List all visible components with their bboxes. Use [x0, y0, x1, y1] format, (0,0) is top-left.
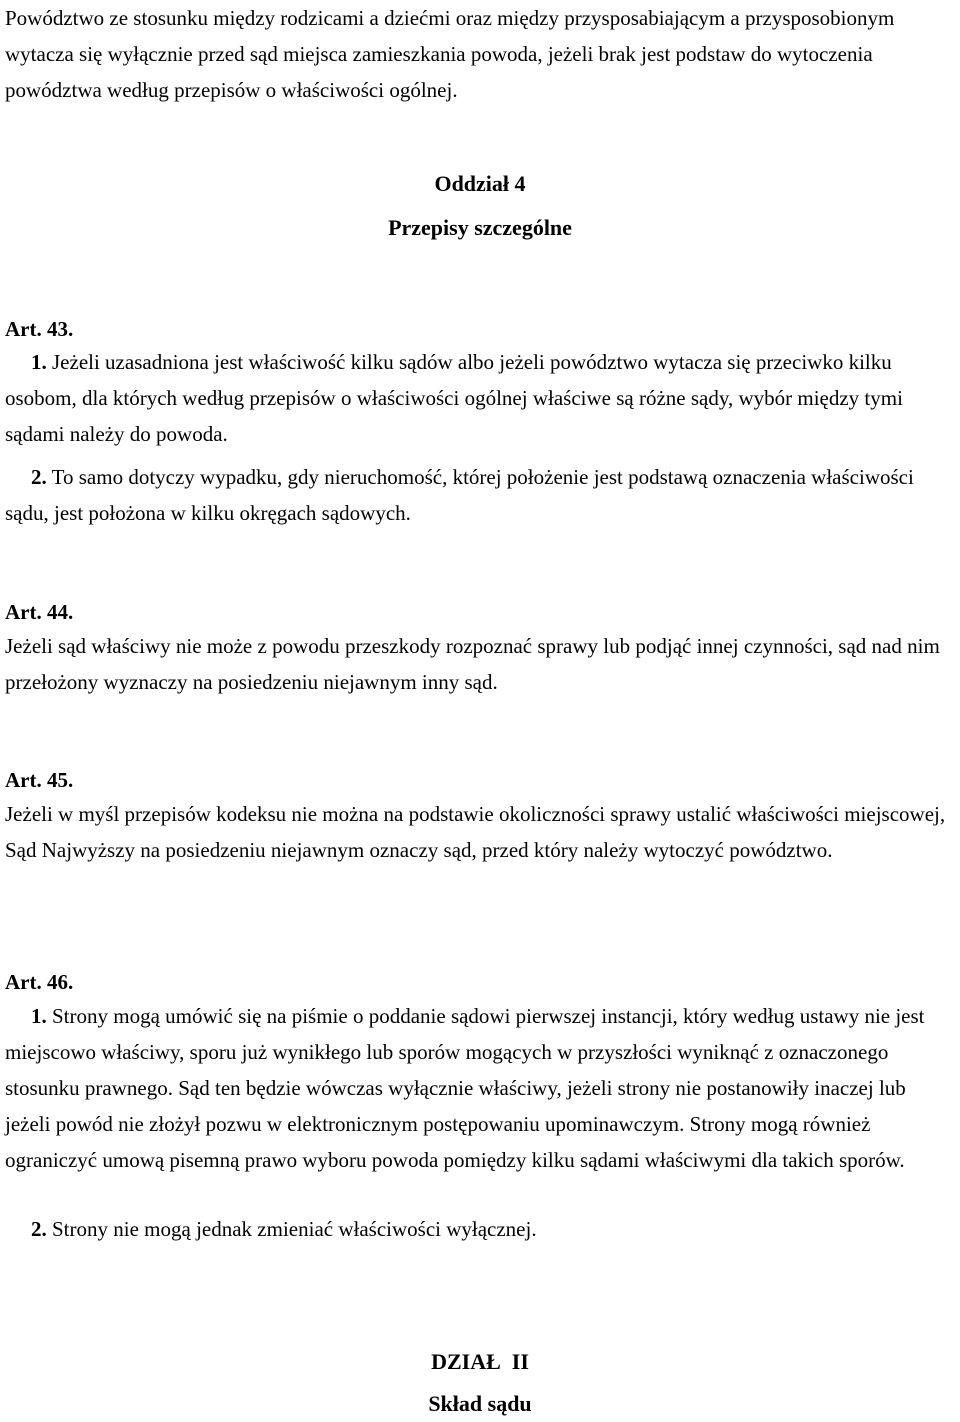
- art46-heading: Art. 46.: [5, 970, 74, 994]
- art46-p2-text: Strony nie mogą jednak zmieniać właściwości wyłącznej.: [52, 1217, 537, 1241]
- section-subtitle: Przepisy szczególne: [388, 215, 572, 240]
- art46-p1-text: Strony mogą umówić się na piśmie o poddanie sądowi pierwszej instancji, który według ustawy nie jest miejscowo właściwy, sporu już wynikłego lub sporów mogących w przyszłości wyniknąć z oznaczonego stosunku prawnego. Sąd ten będzie wówczas wyłącznie właściwy, jeżeli strony nie postanowiły inaczej lub jeżeli powód nie złożył pozwu w elektronicznym postępowaniu upominawczym. Strony mogą również ograniczyć umową pisemną prawo wyboru powoda pomiędzy kilku sądami właściwymi dla takich sporów.: [5, 1004, 925, 1172]
- art43-paragraph-2: [5, 459, 955, 531]
- section-title: Oddział 4: [434, 171, 526, 196]
- division-subtitle: Skład sądu: [428, 1391, 532, 1416]
- art46-paragraph-1: [5, 998, 955, 1178]
- art43-p1-number: 1.: [31, 350, 47, 374]
- art45-text: Jeżeli w myśl przepisów kodeksu nie można na podstawie okoliczności sprawy ustalić właściwości miejscowej, Sąd Najwyższy na posiedzeniu niejawnym oznaczy sąd, przed który należy wytoczyć powództwo.: [5, 802, 946, 862]
- art43-p2-text: To samo dotyczy wypadku, gdy nieruchomość, której położenie jest podstawą oznaczenia właściwości sądu, jest położona w kilku okręgach sądowych.: [5, 465, 914, 525]
- art44-text: Jeżeli sąd właściwy nie może z powodu przeszkody rozpoznać sprawy lub podjąć innej czynności, sąd nad nim przełożony wyznaczy na posiedzeniu niejawnym inny sąd.: [5, 634, 940, 694]
- art43-heading: Art. 43.: [5, 317, 74, 341]
- division-title: DZIAŁ II: [431, 1349, 529, 1374]
- art45-heading: Art. 45.: [5, 768, 74, 792]
- art46-p1-number: 1.: [31, 1004, 47, 1028]
- art44-heading: Art. 44.: [5, 600, 74, 624]
- intro-paragraph: Powództwo ze stosunku między rodzicami a dziećmi oraz między przysposabiającym a przysposobionym wytacza się wyłącznie przed sąd miejsca zamieszkania powoda, jeżeli brak jest podstaw do wytoczenia powództwa według przepisów o właściwości ogólnej.: [5, 6, 895, 102]
- art46-paragraph-2: [5, 1211, 955, 1247]
- art43-p2-number: 2.: [31, 465, 47, 489]
- art46-p2-number: 2.: [31, 1217, 47, 1241]
- art43-p1-text: Jeżeli uzasadniona jest właściwość kilku sądów albo jeżeli powództwo wytacza się przeciwko kilku osobom, dla których według przepisów o właściwości ogólnej właściwe są różne sądy, wybór między tymi sądami należy do powoda.: [5, 350, 903, 446]
- art43-paragraph-1: [5, 344, 955, 452]
